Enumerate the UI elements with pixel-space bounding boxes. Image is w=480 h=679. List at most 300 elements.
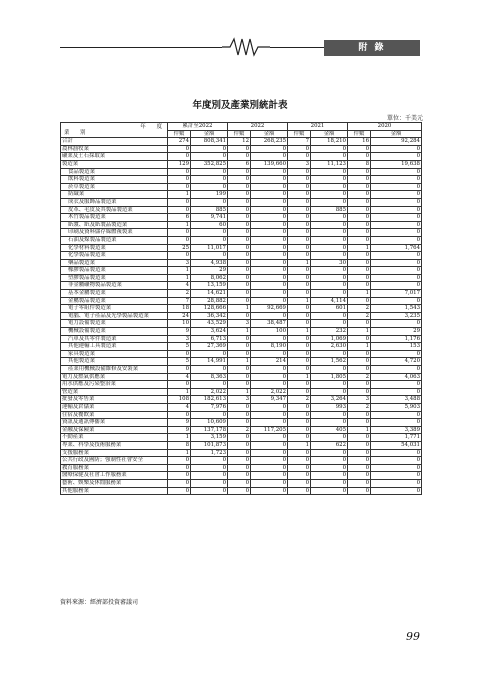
- amount-cell: 0: [251, 290, 288, 298]
- count-cell: 0: [288, 434, 311, 442]
- count-cell: 2: [348, 305, 371, 313]
- amount-cell: 0: [371, 252, 422, 260]
- count-cell: 0: [348, 487, 371, 495]
- count-cell: 0: [228, 411, 251, 419]
- industry-label: 皮革、毛皮及其製品製造業: [61, 206, 168, 214]
- industry-label: 菸草製造業: [61, 183, 168, 191]
- amount-cell: 0: [311, 457, 348, 465]
- amount-cell: 0: [371, 419, 422, 427]
- amount-cell: 0: [311, 411, 348, 419]
- table-row: [61, 403, 422, 411]
- amount-cell: 0: [191, 464, 228, 472]
- count-cell: 0: [228, 198, 251, 206]
- count-cell: 0: [228, 206, 251, 214]
- table-row: [61, 206, 422, 214]
- count-cell: 7: [288, 138, 311, 146]
- table-row: [61, 388, 422, 396]
- corner-cell: [61, 123, 168, 138]
- count-cell: 0: [348, 434, 371, 442]
- amount-cell: 117,205: [251, 426, 288, 434]
- amount-header: 金額: [251, 130, 288, 138]
- amount-cell: 92,284: [371, 138, 422, 146]
- count-cell: 0: [288, 479, 311, 487]
- count-cell: 0: [168, 236, 191, 244]
- count-cell: 0: [348, 449, 371, 457]
- amount-cell: 14,991: [191, 358, 228, 366]
- section-label: 附 錄: [358, 43, 386, 53]
- amount-cell: 0: [311, 145, 348, 153]
- amount-cell: 0: [251, 335, 288, 343]
- count-cell: 0: [288, 419, 311, 427]
- count-cell: 1: [348, 343, 371, 351]
- amount-cell: 0: [191, 176, 228, 184]
- amount-cell: 1,176: [371, 335, 422, 343]
- amount-cell: 3,488: [371, 396, 422, 404]
- amount-cell: 885: [191, 206, 228, 214]
- count-cell: 8: [348, 160, 371, 168]
- amount-cell: 0: [371, 472, 422, 480]
- amount-cell: 0: [371, 183, 422, 191]
- count-cell: 0: [228, 403, 251, 411]
- amount-cell: 0: [311, 183, 348, 191]
- industry-label: 不動產業: [61, 434, 168, 442]
- amount-cell: 4,938: [191, 259, 228, 267]
- amount-cell: 0: [311, 388, 348, 396]
- amount-cell: 0: [371, 297, 422, 305]
- industry-label: 運輸及倉儲業: [61, 403, 168, 411]
- table-row: [61, 236, 422, 244]
- amount-cell: 0: [311, 221, 348, 229]
- count-cell: 0: [348, 153, 371, 161]
- amount-cell: 0: [311, 168, 348, 176]
- count-cell: 10: [168, 320, 191, 328]
- table-row: [61, 381, 422, 389]
- amount-cell: 13,159: [191, 282, 228, 290]
- industry-label: 製造業: [61, 160, 168, 168]
- count-cell: 0: [348, 297, 371, 305]
- count-cell: 0: [228, 153, 251, 161]
- count-cell: 3: [168, 259, 191, 267]
- industry-label: 電力及燃氣供應業: [61, 373, 168, 381]
- count-cell: 0: [288, 229, 311, 237]
- amount-cell: 0: [311, 487, 348, 495]
- amount-cell: 9,347: [251, 396, 288, 404]
- count-cell: 0: [228, 434, 251, 442]
- count-cell: 0: [168, 176, 191, 184]
- count-cell: 0: [288, 305, 311, 313]
- table-row: [61, 191, 422, 199]
- amount-cell: 3,389: [371, 426, 422, 434]
- table-row: [61, 198, 422, 206]
- count-cell: 0: [228, 214, 251, 222]
- count-cell: 4: [168, 373, 191, 381]
- count-cell: 1: [168, 221, 191, 229]
- count-cell: 0: [288, 168, 311, 176]
- amount-cell: 0: [251, 206, 288, 214]
- amount-cell: 1,723: [191, 449, 228, 457]
- amount-cell: 0: [191, 487, 228, 495]
- industry-label: 汽車及其零件製造業: [61, 335, 168, 343]
- amount-cell: 0: [371, 366, 422, 374]
- count-cell: 0: [348, 282, 371, 290]
- amount-cell: 3,159: [191, 434, 228, 442]
- amount-cell: 0: [311, 419, 348, 427]
- industry-label: 用水供應及污染整治業: [61, 381, 168, 389]
- amount-cell: 0: [371, 388, 422, 396]
- year-header: 累計至2022: [168, 123, 228, 131]
- year-header: 2021: [288, 123, 348, 131]
- count-cell: 0: [348, 183, 371, 191]
- count-cell: 0: [348, 419, 371, 427]
- amount-cell: 100: [251, 328, 288, 336]
- amount-cell: 0: [371, 145, 422, 153]
- industry-label: 電子零組件製造業: [61, 305, 168, 313]
- count-cell: 3: [228, 396, 251, 404]
- amount-cell: 268,235: [251, 138, 288, 146]
- amount-cell: 11,017: [191, 244, 228, 252]
- amount-cell: 43,529: [191, 320, 228, 328]
- industry-label: 紙漿、紙及紙製品製造業: [61, 221, 168, 229]
- table-row: [61, 297, 422, 305]
- amount-cell: 0: [371, 449, 422, 457]
- amount-cell: 0: [371, 282, 422, 290]
- amount-cell: 0: [251, 403, 288, 411]
- amount-cell: 0: [251, 145, 288, 153]
- table-row: [61, 290, 422, 298]
- amount-cell: 101,873: [191, 441, 228, 449]
- count-cell: 9: [168, 419, 191, 427]
- count-cell: 274: [168, 138, 191, 146]
- amount-cell: 214: [251, 358, 288, 366]
- count-cell: 0: [288, 176, 311, 184]
- amount-cell: 0: [371, 191, 422, 199]
- count-cell: 0: [348, 198, 371, 206]
- pulse-wave-icon: [222, 36, 270, 58]
- count-header: 件數: [228, 130, 251, 138]
- count-cell: 3: [228, 320, 251, 328]
- amount-cell: 1,069: [311, 335, 348, 343]
- table-row: [61, 160, 422, 168]
- count-cell: 16: [348, 138, 371, 146]
- count-cell: 0: [348, 350, 371, 358]
- amount-cell: 0: [251, 411, 288, 419]
- table-row: [61, 449, 422, 457]
- count-cell: 0: [288, 335, 311, 343]
- table-row: [61, 274, 422, 282]
- amount-cell: 2,022: [191, 388, 228, 396]
- amount-cell: 0: [311, 236, 348, 244]
- count-cell: 0: [288, 350, 311, 358]
- amount-cell: 92,669: [251, 305, 288, 313]
- industry-label: 住宿及餐飲業: [61, 411, 168, 419]
- amount-cell: 0: [371, 198, 422, 206]
- amount-cell: 0: [251, 229, 288, 237]
- table-row: [61, 183, 422, 191]
- count-cell: 0: [228, 312, 251, 320]
- amount-cell: 0: [311, 153, 348, 161]
- count-cell: 0: [168, 183, 191, 191]
- amount-cell: 0: [371, 206, 422, 214]
- count-cell: 0: [288, 472, 311, 480]
- amount-cell: 0: [191, 236, 228, 244]
- count-cell: 0: [228, 259, 251, 267]
- source-note: 資料來源：經濟部投資審議司: [60, 599, 139, 606]
- amount-cell: 808,341: [191, 138, 228, 146]
- amount-cell: 0: [311, 176, 348, 184]
- amount-cell: 885: [311, 206, 348, 214]
- amount-cell: 0: [251, 366, 288, 374]
- count-cell: 12: [228, 138, 251, 146]
- amount-cell: 0: [191, 381, 228, 389]
- count-cell: 0: [348, 221, 371, 229]
- count-cell: 0: [228, 350, 251, 358]
- count-cell: 0: [288, 457, 311, 465]
- count-cell: 0: [288, 411, 311, 419]
- count-cell: 0: [348, 214, 371, 222]
- amount-cell: 0: [311, 312, 348, 320]
- amount-cell: 0: [251, 183, 288, 191]
- count-cell: 0: [348, 168, 371, 176]
- count-cell: 0: [228, 441, 251, 449]
- table-row: [61, 252, 422, 260]
- industry-label: 教育服務業: [61, 464, 168, 472]
- count-cell: 0: [288, 320, 311, 328]
- amount-cell: 0: [251, 274, 288, 282]
- count-cell: 0: [168, 153, 191, 161]
- year-header: 2022: [228, 123, 288, 131]
- amount-cell: 0: [371, 153, 422, 161]
- count-cell: 0: [168, 252, 191, 260]
- amount-header: 金額: [191, 130, 228, 138]
- amount-cell: 0: [311, 229, 348, 237]
- amount-cell: 0: [311, 449, 348, 457]
- industry-label: 藥品製造業: [61, 259, 168, 267]
- count-cell: 0: [288, 358, 311, 366]
- industry-label: 成衣及服飾品製造業: [61, 198, 168, 206]
- table-row: [61, 396, 422, 404]
- amount-cell: 4,114: [311, 297, 348, 305]
- count-header: 件數: [348, 130, 371, 138]
- count-cell: 0: [288, 244, 311, 252]
- table-row: [61, 411, 422, 419]
- count-cell: 1: [168, 434, 191, 442]
- count-cell: 0: [348, 472, 371, 480]
- amount-cell: 0: [191, 411, 228, 419]
- amount-cell: 0: [251, 479, 288, 487]
- count-cell: 0: [228, 274, 251, 282]
- industry-label: 非金屬礦物製品製造業: [61, 282, 168, 290]
- count-cell: 0: [348, 206, 371, 214]
- count-cell: 1: [228, 358, 251, 366]
- table-body: [61, 138, 422, 495]
- amount-cell: 1,764: [371, 244, 422, 252]
- amount-cell: 0: [191, 252, 228, 260]
- industry-label: 基本金屬製造業: [61, 290, 168, 298]
- table-row: [61, 145, 422, 153]
- count-cell: 3: [168, 335, 191, 343]
- count-cell: 0: [228, 290, 251, 298]
- amount-cell: 137,178: [191, 426, 228, 434]
- amount-cell: 0: [191, 472, 228, 480]
- count-cell: 5: [168, 343, 191, 351]
- count-cell: 2: [228, 426, 251, 434]
- amount-cell: 0: [251, 282, 288, 290]
- amount-cell: 622: [311, 441, 348, 449]
- amount-cell: 993: [311, 403, 348, 411]
- count-cell: 1: [288, 259, 311, 267]
- amount-cell: 0: [251, 191, 288, 199]
- count-cell: 0: [288, 145, 311, 153]
- amount-cell: 0: [311, 464, 348, 472]
- amount-cell: 0: [251, 176, 288, 184]
- amount-cell: 0: [371, 464, 422, 472]
- count-cell: 0: [228, 191, 251, 199]
- count-cell: 0: [228, 464, 251, 472]
- count-cell: 0: [348, 252, 371, 260]
- amount-cell: 0: [251, 449, 288, 457]
- table-row: [61, 328, 422, 336]
- count-cell: 0: [288, 381, 311, 389]
- statistics-table: [60, 122, 422, 495]
- table-row: [61, 244, 422, 252]
- count-cell: 0: [228, 221, 251, 229]
- count-cell: 1: [168, 191, 191, 199]
- industry-label: 合計: [61, 138, 168, 146]
- table-row: [61, 366, 422, 374]
- amount-cell: 0: [371, 236, 422, 244]
- count-cell: 0: [228, 373, 251, 381]
- unit-note: 單位：千美元: [386, 115, 423, 122]
- count-cell: 0: [228, 335, 251, 343]
- amount-cell: 30: [311, 259, 348, 267]
- amount-cell: 0: [251, 312, 288, 320]
- count-cell: 3: [288, 160, 311, 168]
- amount-cell: 0: [191, 183, 228, 191]
- industry-label: 電腦、電子產品及光學製品製造業: [61, 312, 168, 320]
- industry-label: 資訊及通訊傳播業: [61, 419, 168, 427]
- count-cell: 0: [288, 282, 311, 290]
- amount-cell: 0: [251, 419, 288, 427]
- amount-cell: 0: [371, 350, 422, 358]
- count-cell: 0: [288, 290, 311, 298]
- amount-cell: 0: [311, 282, 348, 290]
- amount-cell: 199: [191, 191, 228, 199]
- table-row: [61, 320, 422, 328]
- amount-cell: 3,264: [311, 396, 348, 404]
- count-cell: 25: [168, 244, 191, 252]
- count-cell: 0: [228, 176, 251, 184]
- industry-label: 其他運輸工具製造業: [61, 343, 168, 351]
- industry-label: 其他製造業: [61, 358, 168, 366]
- amount-cell: 182,613: [191, 396, 228, 404]
- amount-cell: 405: [311, 426, 348, 434]
- amount-cell: 0: [311, 366, 348, 374]
- amount-cell: 0: [251, 153, 288, 161]
- amount-cell: 5,903: [371, 403, 422, 411]
- count-cell: 0: [168, 457, 191, 465]
- count-cell: 1: [288, 441, 311, 449]
- count-cell: 0: [288, 426, 311, 434]
- amount-cell: 0: [371, 176, 422, 184]
- amount-cell: 19,638: [371, 160, 422, 168]
- amount-cell: 0: [251, 472, 288, 480]
- count-cell: 0: [348, 274, 371, 282]
- amount-cell: 14,621: [191, 290, 228, 298]
- amount-cell: 0: [311, 472, 348, 480]
- page-number: 99: [406, 630, 420, 643]
- amount-cell: 1,805: [311, 373, 348, 381]
- table-row: [61, 153, 422, 161]
- amount-cell: 18,210: [311, 138, 348, 146]
- amount-cell: 0: [311, 191, 348, 199]
- amount-cell: 0: [311, 434, 348, 442]
- amount-cell: 0: [191, 198, 228, 206]
- table-row: [61, 441, 422, 449]
- count-cell: 0: [348, 388, 371, 396]
- amount-header: 金額: [371, 130, 422, 138]
- industry-label: 塑膠製品製造業: [61, 274, 168, 282]
- amount-cell: 0: [251, 441, 288, 449]
- industry-label: 橡膠製品製造業: [61, 267, 168, 275]
- industry-label: 公共行政及國防；強制性社會安全: [61, 457, 168, 465]
- amount-cell: 38,487: [251, 320, 288, 328]
- amount-cell: 29: [371, 328, 422, 336]
- amount-cell: 153: [371, 343, 422, 351]
- industry-label: 批發及零售業: [61, 396, 168, 404]
- count-cell: 0: [228, 145, 251, 153]
- table-row: [61, 221, 422, 229]
- count-cell: 4: [168, 403, 191, 411]
- count-cell: 0: [288, 449, 311, 457]
- count-cell: 0: [228, 252, 251, 260]
- amount-cell: 0: [371, 168, 422, 176]
- amount-cell: 0: [371, 381, 422, 389]
- count-cell: 0: [348, 457, 371, 465]
- count-cell: 2: [348, 312, 371, 320]
- industry-label: 金融及保險業: [61, 426, 168, 434]
- count-cell: 1: [288, 297, 311, 305]
- amount-cell: 0: [191, 457, 228, 465]
- count-cell: 24: [168, 312, 191, 320]
- count-cell: 108: [168, 396, 191, 404]
- table-row: [61, 259, 422, 267]
- amount-cell: 232: [311, 328, 348, 336]
- count-cell: 129: [168, 160, 191, 168]
- table-row: [61, 267, 422, 275]
- count-cell: 0: [348, 176, 371, 184]
- count-cell: 2: [348, 373, 371, 381]
- count-cell: 0: [228, 487, 251, 495]
- industry-label: 產業用機械設備維修及安裝業: [61, 366, 168, 374]
- count-header: 件數: [288, 130, 311, 138]
- amount-cell: 0: [371, 479, 422, 487]
- corner-industry-label: 業 別: [64, 130, 86, 136]
- count-cell: 0: [168, 381, 191, 389]
- table-row: [61, 305, 422, 313]
- amount-cell: 0: [251, 221, 288, 229]
- count-cell: 0: [348, 236, 371, 244]
- amount-cell: 0: [371, 214, 422, 222]
- count-cell: 0: [168, 229, 191, 237]
- amount-cell: 3,235: [371, 312, 422, 320]
- count-cell: 0: [288, 388, 311, 396]
- count-cell: 0: [288, 153, 311, 161]
- amount-cell: 8,062: [191, 274, 228, 282]
- count-cell: 0: [348, 320, 371, 328]
- count-cell: 0: [348, 145, 371, 153]
- amount-cell: 0: [191, 168, 228, 176]
- amount-cell: 0: [251, 434, 288, 442]
